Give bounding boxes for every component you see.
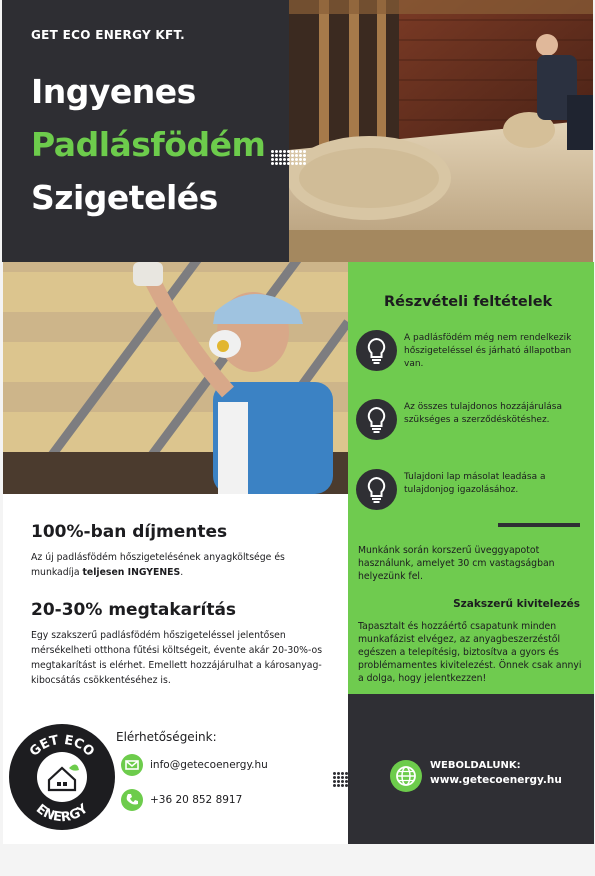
- free-text-bold: teljesen INGYENES: [82, 567, 181, 578]
- phone-icon: [121, 789, 143, 811]
- email-icon: [121, 754, 143, 776]
- free-paragraph: [31, 550, 331, 580]
- svg-text:ENERGY: [33, 801, 91, 825]
- condition-text: A padlásfödém még nem rendelkezik hőszigeteléssel és járható állapotban van.: [404, 333, 572, 369]
- conditions-title: Részvételi feltételek: [384, 294, 553, 310]
- company-name: GET ECO ENERGY KFT.: [31, 28, 186, 42]
- logo-top-text: GET ECO: [27, 732, 97, 760]
- website-label: WEBOLDALUNK:: [430, 760, 521, 771]
- condition-text: Tulajdoni lap másolat leadása a tulajdonjog igazolásához.: [404, 472, 546, 495]
- title-line-3: Szigetelés: [31, 178, 218, 217]
- lightbulb-icon: [356, 469, 397, 510]
- free-text-end: .: [180, 567, 184, 578]
- condition-item: [356, 330, 588, 374]
- decorative-dots: [271, 150, 306, 165]
- globe-icon: [390, 760, 422, 792]
- logo-bottom-text: ENERGY: [33, 801, 91, 826]
- title-line-2: Padlásfödém: [31, 125, 266, 164]
- savings-heading: 20-30% megtakarítás: [31, 600, 237, 620]
- condition-item: [356, 469, 588, 513]
- get-eco-energy-logo: [9, 724, 115, 830]
- condition-text: Az összes tulajdonos hozzájárulása szükséges a szerződéskötéshez.: [404, 402, 562, 425]
- divider: [498, 523, 580, 527]
- conditions-panel: [348, 262, 594, 694]
- execution-subtitle: Szakszerű kivitelezés: [453, 598, 580, 610]
- lightbulb-icon: [356, 330, 397, 371]
- phone-link[interactable]: +36 20 852 8917: [150, 794, 243, 806]
- free-text: Az új padlásfödém hőszigetelésének anyagköltsége és munkadíja: [31, 552, 285, 578]
- worker-insulating-photo: [3, 262, 348, 494]
- hero-header: [2, 0, 593, 262]
- material-paragraph: Munkánk során korszerű üveggyapotot használunk, amelyet 30 cm vastagságban helyezünk fel.: [358, 545, 555, 582]
- free-heading: 100%-ban díjmentes: [31, 522, 228, 542]
- savings-paragraph: Egy szakszerű padlásfödém hőszigeteléssel jelentősen mérsékelheti otthona fűtési költségeit, évente akár 20-30%-os megtakarítást is elérhet. Emellett hozzájárulhat a károsanyag-kibocsátás csökkentéséhez is.: [31, 630, 323, 686]
- website-link[interactable]: www.getecoenergy.hu: [430, 774, 562, 786]
- contacts-title: Elérhetőségeink:: [116, 730, 217, 744]
- condition-item: [356, 399, 588, 443]
- lightbulb-icon: [356, 399, 397, 440]
- attic-insulation-photo: [289, 0, 593, 262]
- execution-paragraph: Tapasztalt és hozzáértő csapatunk minden munkafázist elvégez, az anyagbeszerzéstől egészen a telepítésig, biztosítva a gyors és problémamentes kivitelezést. Önnek csak annyi a dolga, hogy jelentkezzen!: [358, 621, 582, 684]
- website-panel: [348, 694, 594, 844]
- email-link[interactable]: info@getecoenergy.hu: [150, 759, 268, 771]
- title-line-1: Ingyenes: [31, 72, 196, 111]
